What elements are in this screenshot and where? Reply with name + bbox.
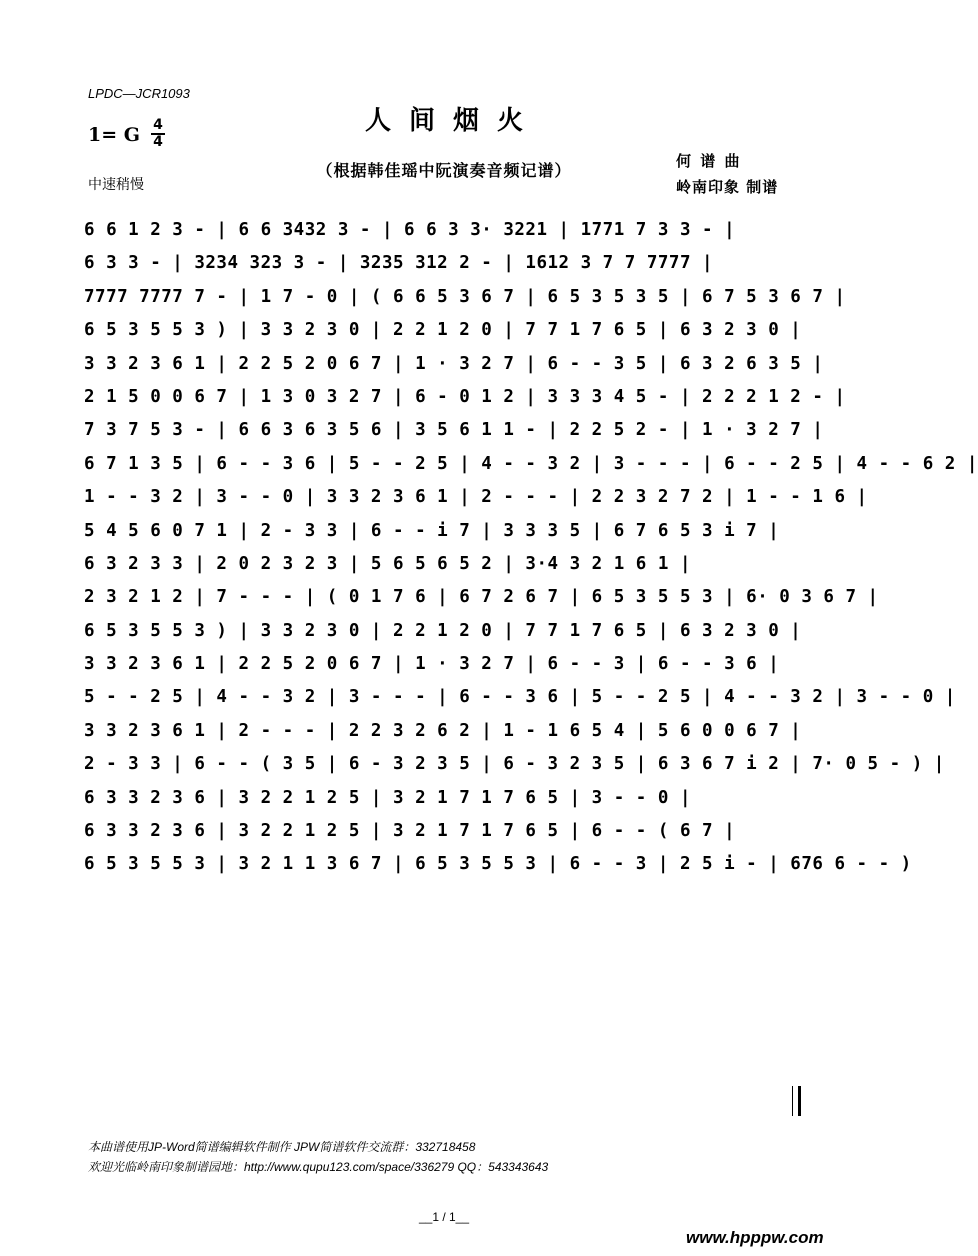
score-line: 3 3 2 3 6 1 | 2 - - - | 2 2 3 2 6 2 | 1 - 1 6 5 4 | 5 6 0 0 6 7 | — [84, 720, 802, 741]
score-line: 6 5 3 5 5 3 ) | 3 3 2 3 0 | 2 2 1 2 0 | 7 7 1 7 6 5 | 6 3 2 3 0 | — [84, 320, 802, 341]
score-line: 6 3 2 3 3 | 2 0 2 3 2 3 | 5 6 5 6 5 2 | 3·4 3 2 1 6 1 | — [84, 553, 691, 574]
score-line: 7 3 7 5 3 - | 6 6 3 6 3 5 6 | 3 5 6 1 1 - | 2 2 5 2 - | 1 · 3 2 7 | — [84, 420, 824, 441]
score-line: 6 6 1 2 3 - | 6 6 3432 3 - | 6 6 3 3· 3221 | 1771 7 3 3 - | — [84, 220, 736, 240]
software-note: 本曲谱使用JP-Word简谱编辑软件制作 JPW简谱软件交流群：332718458 — [88, 1140, 476, 1154]
time-signature-top: 4 — [153, 117, 163, 133]
score-line: 7777 7777 7 - | 1 7 - 0 | ( 6 6 5 3 6 7 | 6 5 3 5 3 5 | 6 7 5 3 6 7 | — [84, 286, 846, 307]
site-watermark: www.hpppw.com — [686, 1228, 824, 1247]
score-line: 6 3 3 2 3 6 | 3 2 2 1 2 5 | 3 2 1 7 1 7 6 5 | 3 - - 0 | — [84, 787, 691, 808]
time-signature-bottom: 4 — [153, 134, 163, 150]
score-line: 5 - - 2 5 | 4 - - 3 2 | 3 - - - | 6 - - 3 6 | 5 - - 2 5 | 4 - - 3 2 | 3 - - 0 | — [84, 687, 956, 708]
composer-credit: 何 谱 曲 — [676, 152, 742, 170]
song-title: 人间烟火 — [364, 106, 541, 136]
tempo-marking: 中速稍慢 — [88, 177, 144, 193]
score-line: 3 3 2 3 6 1 | 2 2 5 2 0 6 7 | 1 · 3 2 7 | 6 - - 3 | 6 - - 3 6 | — [84, 654, 780, 675]
score-line: 2 3 2 1 2 | 7 - - - | ( 0 1 7 6 | 6 7 2 6 7 | 6 5 3 5 5 3 | 6· 0 3 6 7 | — [84, 587, 879, 608]
key-signature: 1= G — [88, 124, 140, 146]
welcome-note: 欢迎光临岭南印象制谱园地：http://www.qupu123.com/space/336279 QQ：543343643 — [88, 1160, 549, 1174]
score-line: 6 5 3 5 5 3 | 3 2 1 1 3 6 7 | 6 5 3 5 5 3 | 6 - - 3 | 2 5 i - | 676 6 - - ) — [84, 854, 912, 875]
score-body — [84, 214, 978, 882]
page-number: __1 / 1__ — [418, 1210, 470, 1224]
arranger-credit: 岭南印象 制谱 — [676, 178, 779, 196]
score-line: 2 1 5 0 0 6 7 | 1 3 0 3 2 7 | 6 - 0 1 2 | 3 3 3 4 5 - | 2 2 2 1 2 - | — [84, 386, 846, 407]
score-code: LPDC—JCR1093 — [88, 86, 190, 101]
song-subtitle: （根据韩佳瑶中阮演奏音频记谱） — [316, 161, 572, 180]
final-barline — [792, 1086, 801, 1116]
score-line: 6 3 3 - | 3234 323 3 - | 3235 312 2 - | 1612 3 7 7 7777 | — [84, 253, 714, 274]
score-line: 6 5 3 5 5 3 ) | 3 3 2 3 0 | 2 2 1 2 0 | 7 7 1 7 6 5 | 6 3 2 3 0 | — [84, 620, 802, 641]
score-line: 2 - 3 3 | 6 - - ( 3 5 | 6 - 3 2 3 5 | 6 - 3 2 3 5 | 6 3 6 7 i 2 | 7· 0 5 - ) | — [84, 754, 945, 775]
score-line: 6 3 3 2 3 6 | 3 2 2 1 2 5 | 3 2 1 7 1 7 6 5 | 6 - - ( 6 7 | — [84, 821, 736, 842]
score-line: 5 4 5 6 0 7 1 | 2 - 3 3 | 6 - - i 7 | 3 3 3 5 | 6 7 6 5 3 i 7 | — [84, 520, 780, 541]
score-line: 3 3 2 3 6 1 | 2 2 5 2 0 6 7 | 1 · 3 2 7 | 6 - - 3 5 | 6 3 2 6 3 5 | — [84, 353, 824, 374]
score-line: 6 7 1 3 5 | 6 - - 3 6 | 5 - - 2 5 | 4 - - 3 2 | 3 - - - | 6 - - 2 5 | 4 - - 6 2 | — [84, 453, 978, 474]
score-line: 1 - - 3 2 | 3 - - 0 | 3 3 2 3 6 1 | 2 - - - | 2 2 3 2 7 2 | 1 - - 1 6 | — [84, 487, 868, 508]
